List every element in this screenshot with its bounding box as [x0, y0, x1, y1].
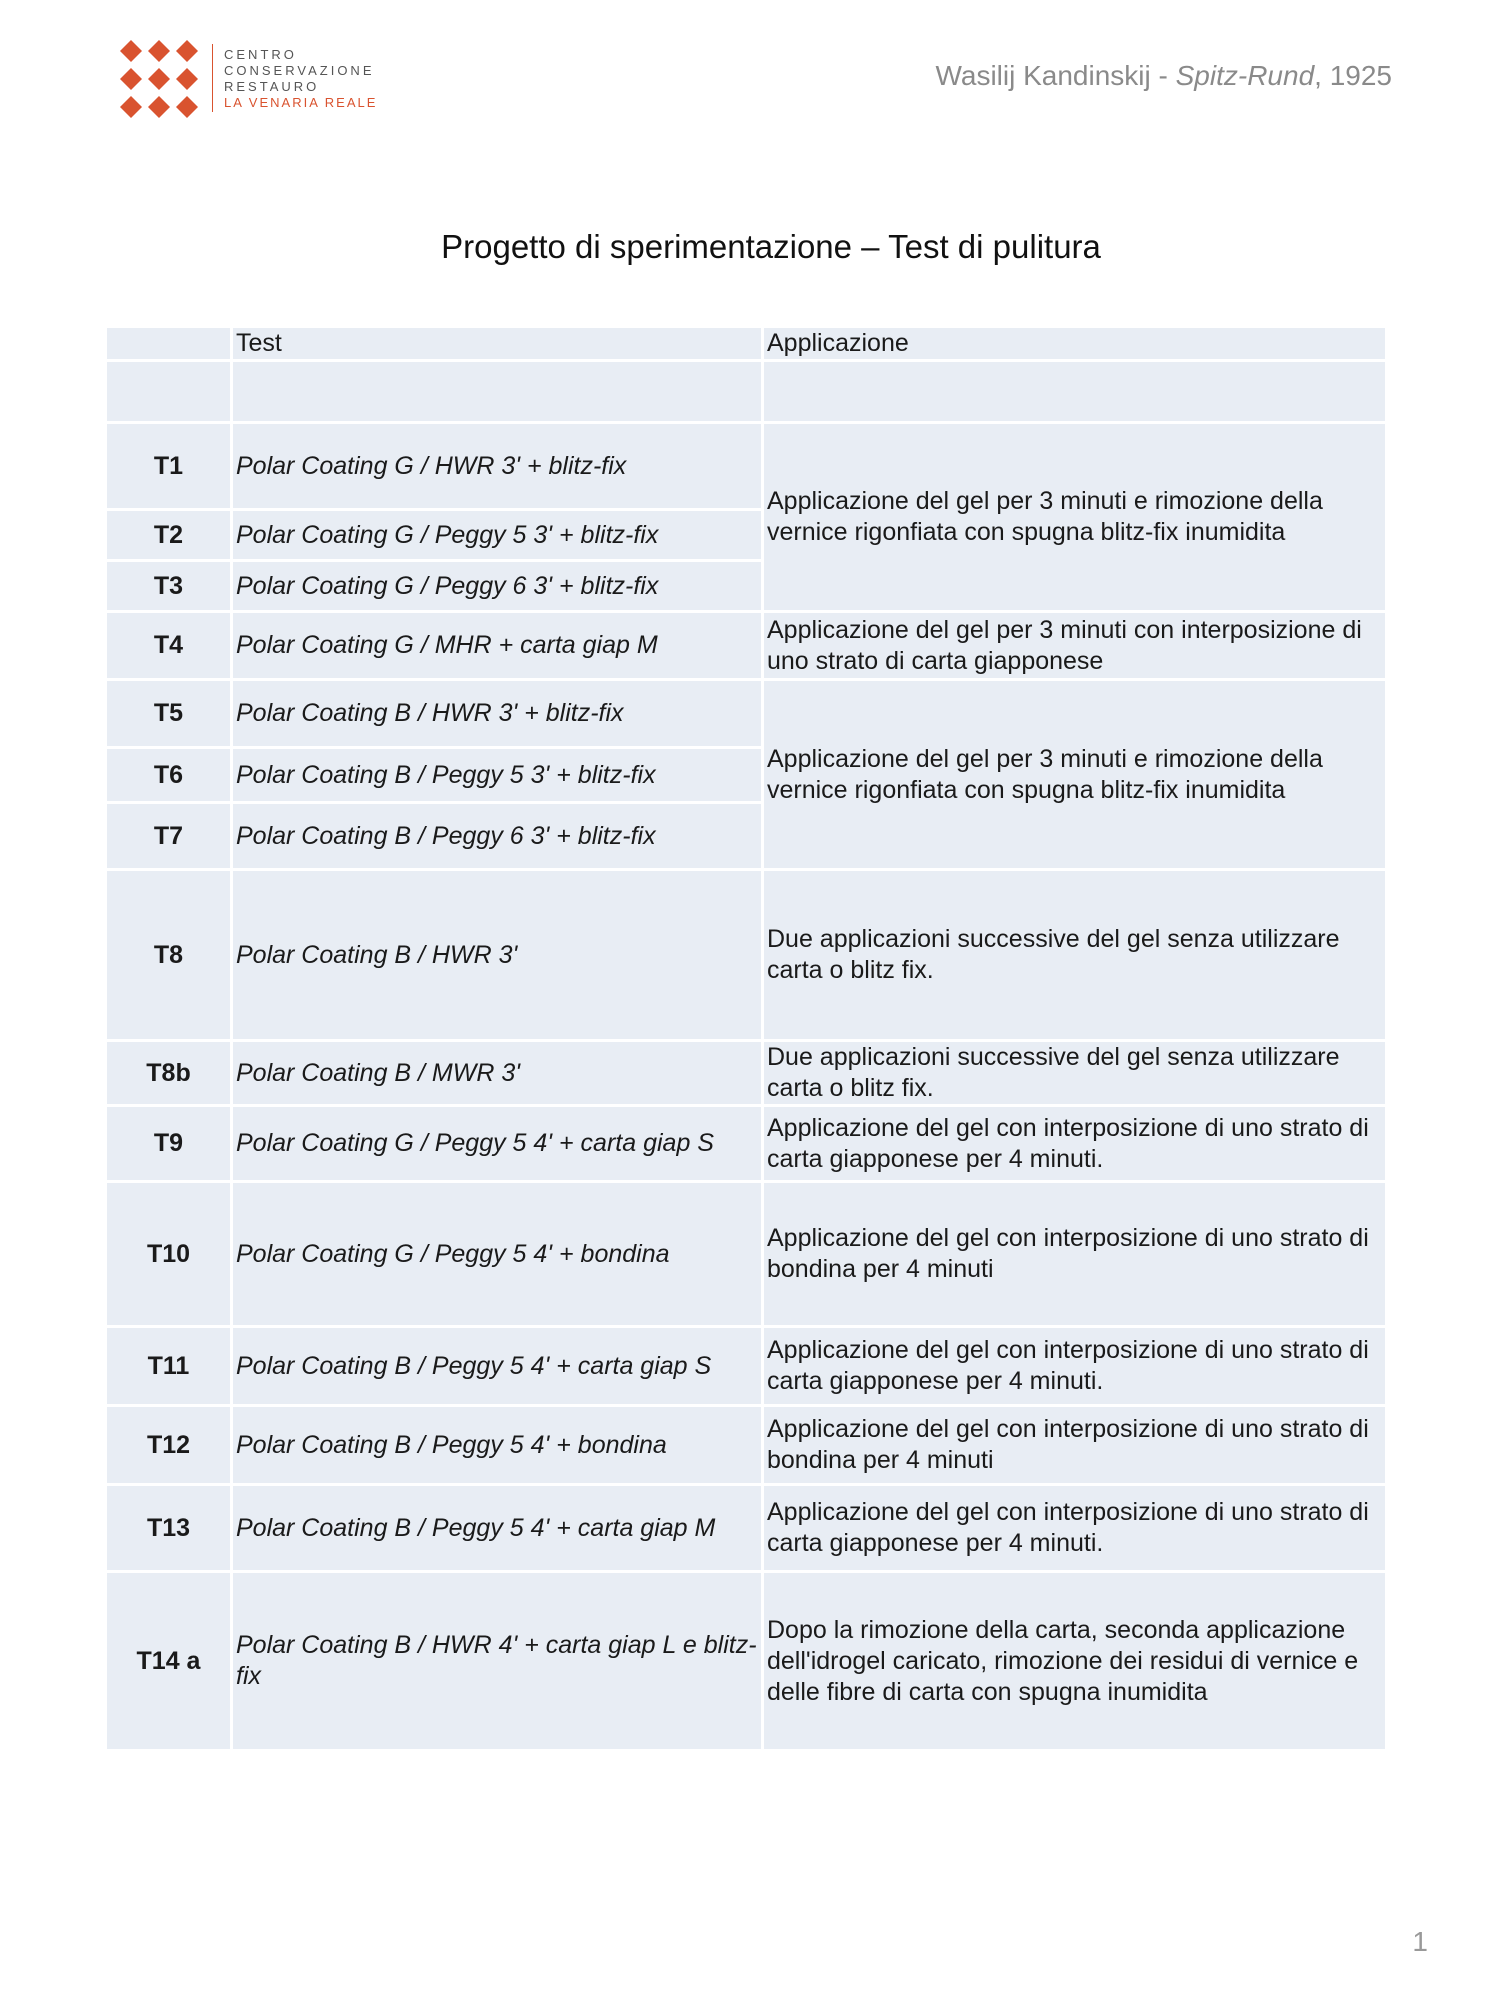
- table-row: [107, 1486, 1385, 1570]
- test-description: Polar Coating B / Peggy 6 3' + blitz-fix: [233, 804, 761, 868]
- logo-text: [224, 47, 377, 111]
- document-title: Progetto di sperimentazione – Test di pulitura: [441, 228, 1101, 265]
- test-description: Polar Coating B / Peggy 5 4' + carta giap S: [233, 1328, 761, 1404]
- header-work-title: Spitz-Rund: [1175, 60, 1315, 91]
- test-id: T11: [107, 1328, 230, 1404]
- test-id: T12: [107, 1407, 230, 1483]
- test-description: Polar Coating B / HWR 3': [233, 871, 761, 1039]
- test-description: Polar Coating G / Peggy 5 4' + carta giap S: [233, 1107, 761, 1180]
- table-row: [107, 1573, 1385, 1749]
- header-separator: -: [1150, 60, 1176, 91]
- test-id: T10: [107, 1183, 230, 1325]
- spacer-cell: [233, 362, 761, 421]
- application-description: Applicazione del gel con interposizione di uno strato di carta giapponese per 4 minuti.: [764, 1107, 1385, 1180]
- test-description: Polar Coating B / Peggy 5 3' + blitz-fix: [233, 749, 761, 801]
- page-number: 1: [1412, 1926, 1428, 1957]
- logo-diamonds-icon: [118, 38, 200, 120]
- test-description: Polar Coating B / Peggy 5 4' + carta giap M: [233, 1486, 761, 1570]
- test-id: T4: [107, 613, 230, 678]
- logo: [118, 38, 378, 120]
- test-description: Polar Coating B / HWR 4' + carta giap L e blitz-fix: [233, 1573, 761, 1749]
- test-id: T8b: [107, 1042, 230, 1104]
- table-spacer-row: [107, 362, 1385, 421]
- application-description: Due applicazioni successive del gel senza utilizzare carta o blitz fix.: [764, 1042, 1385, 1104]
- table-row: [107, 613, 1385, 678]
- test-description: Polar Coating B / Peggy 5 4' + bondina: [233, 1407, 761, 1483]
- test-table: [107, 328, 1391, 1749]
- test-id: T5: [107, 681, 230, 746]
- test-id: T14 a: [107, 1573, 230, 1749]
- test-id: T2: [107, 511, 230, 559]
- application-description: Applicazione del gel con interposizione di uno strato di carta giapponese per 4 minuti.: [764, 1486, 1385, 1570]
- logo-line-1: CENTRO: [224, 47, 297, 62]
- application-description: Dopo la rimozione della carta, seconda applicazione dell'idrogel caricato, rimozione dei residui di vernice e delle fibre di carta con spugna inumidita: [764, 1573, 1385, 1749]
- test-description: Polar Coating G / Peggy 5 3' + blitz-fix: [233, 511, 761, 559]
- header-artwork-reference: [935, 60, 1392, 92]
- logo-line-4: LA VENARIA REALE: [224, 95, 378, 110]
- test-id: T13: [107, 1486, 230, 1570]
- test-id: T8: [107, 871, 230, 1039]
- header-artist: Wasilij Kandinskij: [935, 60, 1151, 91]
- header-cell-id: [107, 328, 230, 359]
- spacer-cell: [764, 362, 1385, 421]
- test-description: Polar Coating G / MHR + carta giap M: [233, 613, 761, 678]
- test-id: T3: [107, 562, 230, 610]
- logo-line-2: CONSERVAZIONE: [224, 63, 375, 78]
- header-year: , 1925: [1314, 60, 1392, 91]
- application-description: Applicazione del gel con interposizione di uno strato di carta giapponese per 4 minuti.: [764, 1328, 1385, 1404]
- application-description: Applicazione del gel per 3 minuti e rimozione della vernice rigonfiata con spugna blitz-fix inumidita: [764, 424, 1385, 610]
- application-description: Applicazione del gel con interposizione di uno strato di bondina per 4 minuti: [764, 1183, 1385, 1325]
- test-id: T7: [107, 804, 230, 868]
- table-row: [107, 871, 1385, 1039]
- logo-divider: [212, 44, 213, 112]
- logo-line-3: RESTAURO: [224, 79, 320, 94]
- application-description: Applicazione del gel per 3 minuti e rimozione della vernice rigonfiata con spugna blitz-fix inumidita: [764, 681, 1385, 868]
- test-description: Polar Coating G / HWR 3' + blitz-fix: [233, 424, 761, 508]
- table-row: [107, 1042, 1385, 1104]
- table-row: [107, 1407, 1385, 1483]
- table-row: [107, 1183, 1385, 1325]
- table-row: [107, 681, 1385, 746]
- test-description: Polar Coating G / Peggy 5 4' + bondina: [233, 1183, 761, 1325]
- header-cell-test: Test: [233, 328, 761, 359]
- table-header-row: [107, 328, 1385, 359]
- application-description: Applicazione del gel per 3 minuti con interposizione di uno strato di carta giapponese: [764, 613, 1385, 678]
- table-row: [107, 1107, 1385, 1180]
- application-description: Due applicazioni successive del gel senza utilizzare carta o blitz fix.: [764, 871, 1385, 1039]
- test-id: T6: [107, 749, 230, 801]
- header-cell-application: Applicazione: [764, 328, 1385, 359]
- test-description: Polar Coating G / Peggy 6 3' + blitz-fix: [233, 562, 761, 610]
- table-row: [107, 1328, 1385, 1404]
- table-row: [107, 424, 1385, 508]
- test-id: T9: [107, 1107, 230, 1180]
- application-description: Applicazione del gel con interposizione di uno strato di bondina per 4 minuti: [764, 1407, 1385, 1483]
- spacer-cell: [107, 362, 230, 421]
- test-description: Polar Coating B / HWR 3' + blitz-fix: [233, 681, 761, 746]
- test-description: Polar Coating B / MWR 3': [233, 1042, 761, 1104]
- test-id: T1: [107, 424, 230, 508]
